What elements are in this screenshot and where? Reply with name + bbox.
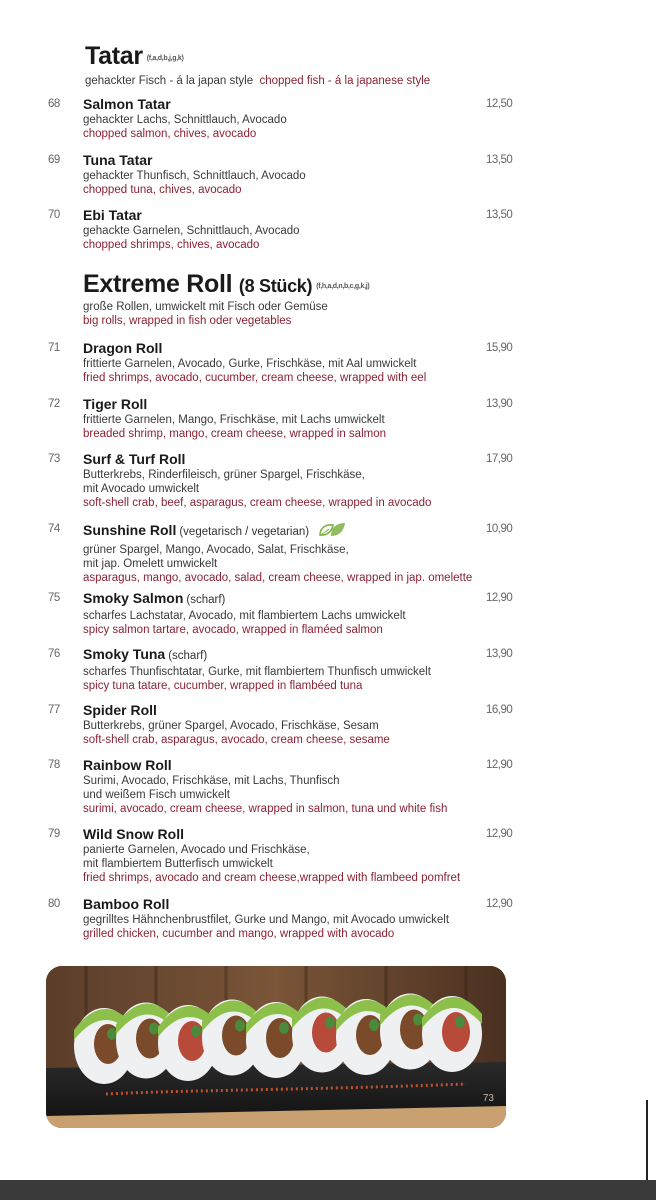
item-description-de: Butterkrebs, Rinderfileisch, grüner Spargel, Frischkäse, (83, 469, 365, 481)
item-number: 70 (48, 209, 60, 221)
item-price: 15,90 (486, 342, 513, 354)
item-name-row (83, 826, 493, 843)
item-number: 75 (48, 592, 60, 604)
item-description-de: mit flambiertem Butterfisch umwickelt (83, 858, 273, 870)
item-name-row (83, 702, 493, 719)
item-name-row (83, 521, 493, 543)
item-description-en: chopped salmon, chives, avocado (83, 128, 257, 140)
page-edge-line (646, 1100, 648, 1180)
item-body (83, 590, 493, 637)
item-name: Tiger Roll (83, 396, 148, 412)
item-body (83, 757, 493, 816)
item-number: 76 (48, 648, 60, 660)
item-name: Smoky Tuna (83, 646, 166, 662)
item-description-en: breaded shrimp, mango, cream cheese, wrapped in salmon (83, 428, 386, 440)
item-description-de: Surimi, Avocado, Frischkäse, mit Lachs, Thunfisch (83, 775, 340, 787)
item-name-row (83, 590, 493, 609)
item-body (83, 896, 493, 941)
item-name-row (83, 96, 493, 113)
item-description-de: gehackter Lachs, Schnittlauch, Avocado (83, 114, 287, 126)
item-description-de: und weißem Fisch umwickelt (83, 789, 230, 801)
item-body (83, 396, 493, 441)
bottom-strip (0, 1180, 656, 1200)
extreme-roll-header (83, 270, 369, 328)
item-description-de: scharfes Thunfischtatar, Gurke, mit flambiertem Thunfisch umwickelt (83, 666, 431, 678)
item-description-de: gehackter Thunfisch, Schnittlauch, Avocado (83, 170, 306, 182)
item-price: 16,90 (486, 704, 513, 716)
item-description-de: scharfes Lachstatar, Avocado, mit flambiertem Lachs umwickelt (83, 610, 406, 622)
item-name-row (83, 451, 493, 468)
item-price: 13,90 (486, 398, 513, 410)
section-title-extreme-roll: Extreme Roll (8 Stück) (f,h,a,d,n,b,c,g,k,j) (83, 270, 370, 298)
item-price: 12,90 (486, 898, 513, 910)
item-body (83, 340, 493, 385)
item-body (83, 521, 493, 585)
item-body (83, 207, 493, 252)
item-body (83, 702, 493, 747)
item-body (83, 451, 493, 510)
item-name: Ebi Tatar (83, 207, 142, 223)
item-description-en: soft-shell crab, asparagus, avocado, cream cheese, sesame (83, 734, 390, 746)
section-description-en: big rolls, wrapped in fish oder vegetables (83, 315, 292, 327)
item-name: Dragon Roll (83, 340, 163, 356)
item-name: Rainbow Roll (83, 757, 172, 773)
item-description-de: grüner Spargel, Mango, Avocado, Salat, Frischkäse, (83, 544, 349, 556)
item-description-de: frittierte Garnelen, Mango, Frischkäse, mit Lachs umwickelt (83, 414, 385, 426)
item-price: 17,90 (486, 453, 513, 465)
item-price: 12,90 (486, 592, 513, 604)
item-description-de: mit Avocado umwickelt (83, 483, 200, 495)
item-name-row (83, 340, 493, 357)
item-name-row (83, 896, 493, 913)
item-name-row (83, 646, 493, 665)
section-title-tatar: Tatar (f,a,d,b,j,g,k) (85, 42, 184, 70)
item-price: 12,90 (486, 759, 513, 771)
item-description-en: surimi, avocado, cream cheese, wrapped in salmon, tuna und white fish (83, 803, 448, 815)
item-description-en: chopped tuna, chives, avocado (83, 184, 242, 196)
item-number: 68 (48, 98, 60, 110)
item-number: 71 (48, 342, 60, 354)
item-number: 78 (48, 759, 60, 771)
item-price: 12,90 (486, 828, 513, 840)
item-note: (scharf) (186, 594, 226, 606)
item-name: Sunshine Roll (83, 522, 177, 538)
sushi-roll-photo (46, 966, 506, 1128)
item-name-row (83, 757, 493, 774)
item-name: Tuna Tatar (83, 152, 153, 168)
item-description-de: frittierte Garnelen, Avocado, Gurke, Frischkäse, mit Aal umwickelt (83, 358, 417, 370)
item-number: 69 (48, 154, 60, 166)
item-price: 10,90 (486, 523, 513, 535)
item-name: Bamboo Roll (83, 896, 170, 912)
item-name-row (83, 396, 493, 413)
item-number: 74 (48, 523, 60, 535)
item-price: 13,50 (486, 209, 513, 221)
sushi-illustration (46, 966, 506, 1128)
item-description-en: spicy salmon tartare, avocado, wrapped in flaméed salmon (83, 624, 383, 636)
item-name: Spider Roll (83, 702, 157, 718)
item-price: 12,50 (486, 98, 513, 110)
item-description-de: Butterkrebs, grüner Spargel, Avocado, Frischkäse, Sesam (83, 720, 379, 732)
item-name: Wild Snow Roll (83, 826, 184, 842)
item-name: Smoky Salmon (83, 590, 184, 606)
item-name-row (83, 207, 493, 224)
item-note: (scharf) (168, 650, 208, 662)
item-description-de: gegrilltes Hähnchenbrustfilet, Gurke und Mango, mit Avocado umwickelt (83, 914, 450, 926)
allergen-codes: (f,a,d,b,j,g,k) (146, 55, 184, 62)
page-number: 73 (482, 1093, 494, 1104)
item-number: 72 (48, 398, 60, 410)
item-description-en: spicy tuna tatare, cucumber, wrapped in flambéed tuna (83, 680, 363, 692)
item-number: 77 (48, 704, 60, 716)
item-description-en: asparagus, mango, avocado, salad, cream cheese, wrapped in jap. omelette (83, 572, 473, 584)
section-description: gehackter Fisch - á la japan style chopped fish - á la japanese style (85, 75, 431, 87)
item-number: 80 (48, 898, 60, 910)
item-body (83, 96, 493, 141)
item-description-de: gehackte Garnelen, Schnittlauch, Avocado (83, 225, 300, 237)
section-description-de: große Rollen, umwickelt mit Fisch oder Gemüse (83, 301, 328, 313)
item-price: 13,50 (486, 154, 513, 166)
item-price: 13,90 (486, 648, 513, 660)
item-description-en: soft-shell crab, beef, asparagus, cream cheese, wrapped in avocado (83, 497, 432, 509)
item-description-de: panierte Garnelen, Avocado und Frischkäse, (83, 844, 310, 856)
sushi-piece (422, 996, 482, 1072)
tatar-header (85, 42, 430, 88)
item-description-de: mit jap. Omelett umwickelt (83, 558, 218, 570)
item-number: 73 (48, 453, 60, 465)
item-description-en: fried shrimps, avocado, cucumber, cream cheese, wrapped with eel (83, 372, 427, 384)
item-name-row (83, 152, 493, 169)
item-name: Salmon Tatar (83, 96, 171, 112)
item-description-en: grilled chicken, cucumber and mango, wrapped with avocado (83, 928, 395, 940)
item-description-en: chopped shrimps, chives, avocado (83, 239, 260, 251)
item-body (83, 826, 493, 885)
allergen-codes: (f,h,a,d,n,b,c,g,k,j) (316, 283, 370, 290)
item-name: Surf & Turf Roll (83, 451, 186, 467)
item-number: 79 (48, 828, 60, 840)
leaf-icon (317, 521, 347, 543)
item-body (83, 646, 493, 693)
item-body (83, 152, 493, 197)
item-note: (vegetarisch / vegetarian) (179, 526, 310, 538)
item-description-en: fried shrimps, avocado and cream cheese,wrapped with flambeed pomfret (83, 872, 461, 884)
